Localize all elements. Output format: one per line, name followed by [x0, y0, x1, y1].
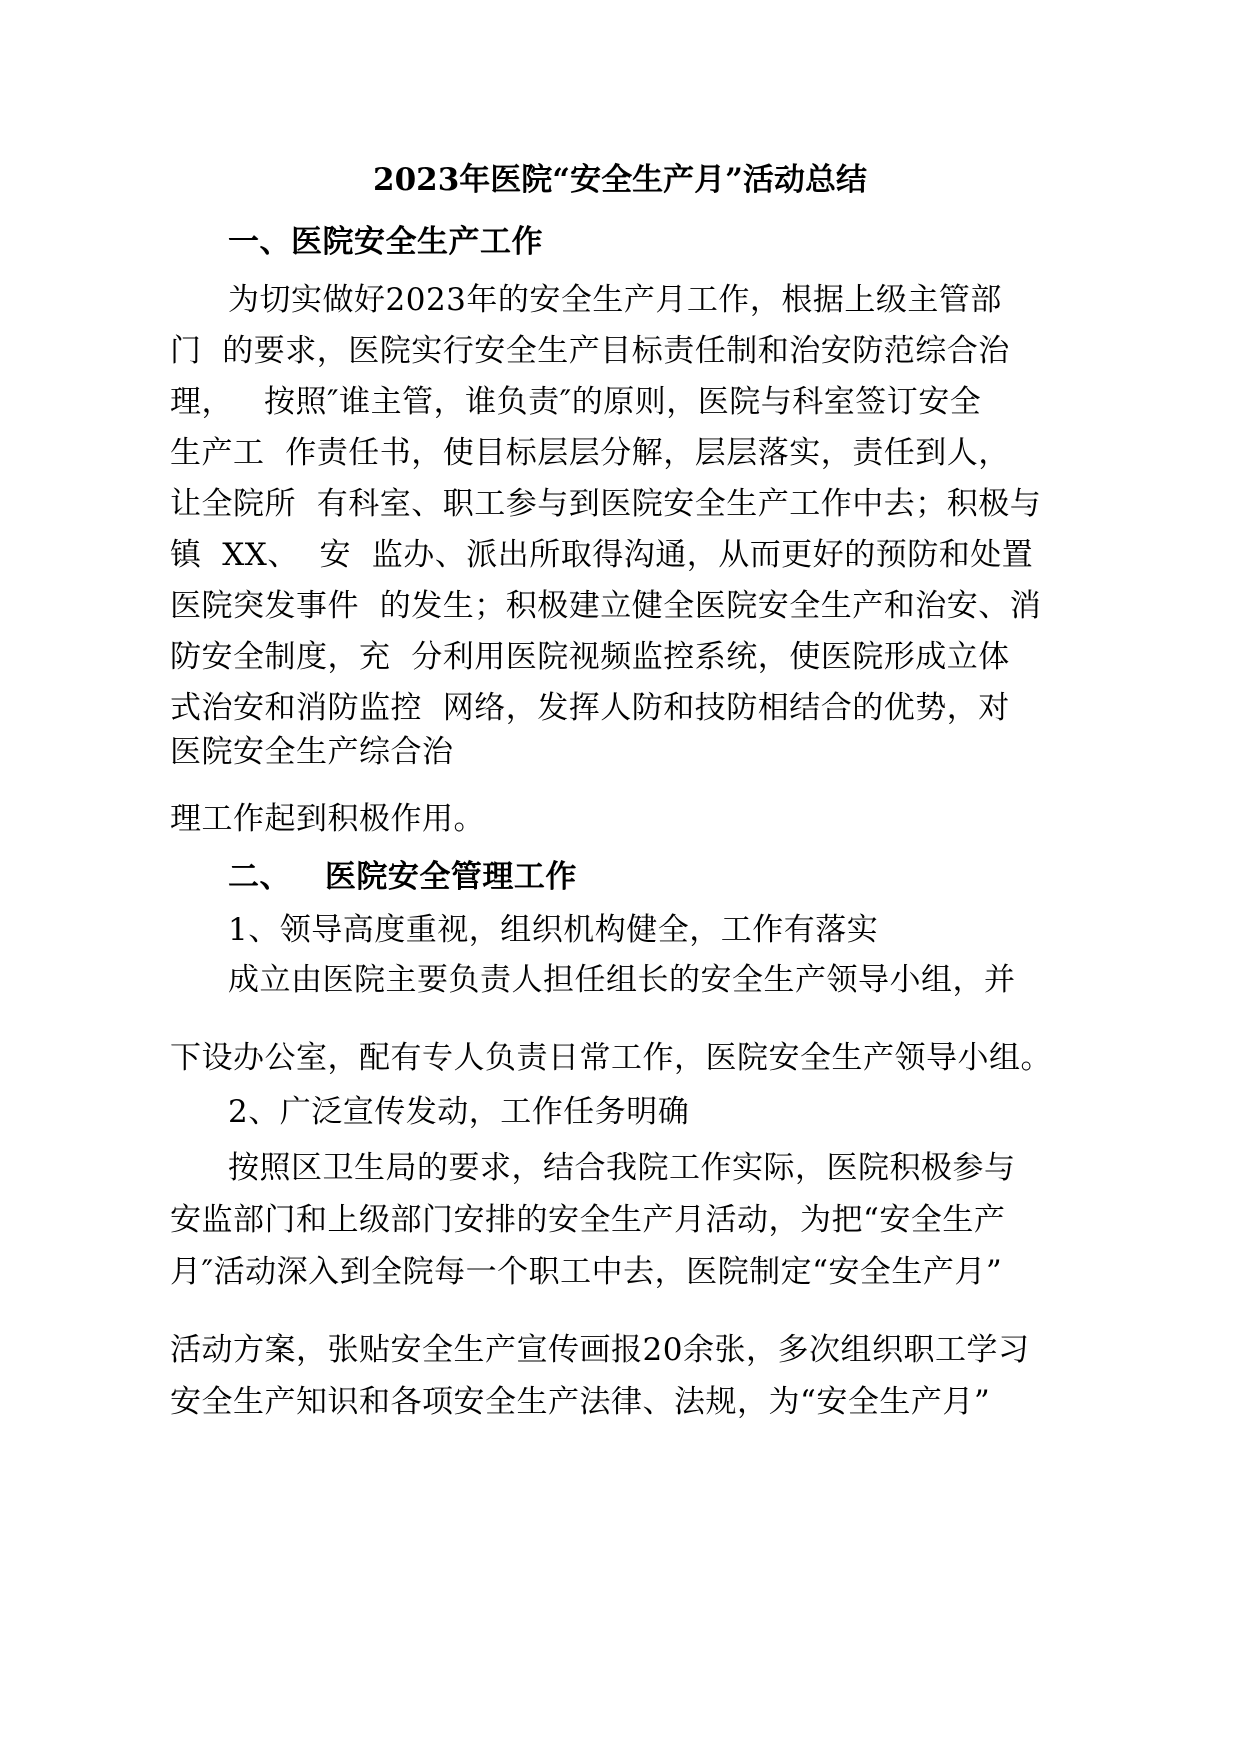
subsection-2-heading: 2、广泛宣传发动，工作任务明确 — [228, 1094, 690, 1130]
document-title: 2023年医院“安全生产月”活动总结 — [373, 162, 867, 198]
subsection-1-heading: 1、领导高度重视，组织机构健全，工作有落实 — [228, 912, 879, 948]
paragraph-line: 安监部门和上级部门安排的安全生产月活动，为把“安全生产 — [170, 1202, 1006, 1238]
paragraph-line: 门 的要求，医院实行安全生产目标责任制和治安防范综合治 — [170, 333, 1010, 369]
paragraph-line: 下设办公室，配有专人负责日常工作，医院安全生产领导小组。 — [170, 1040, 1052, 1076]
paragraph-line: 医院安全生产综合治 — [170, 734, 454, 770]
paragraph-line: 月″活动深入到全院每一个职工中去，医院制定“安全生产月” — [170, 1254, 1003, 1290]
paragraph-line: 理工作起到积极作用。 — [170, 801, 485, 837]
paragraph-line: 安全生产知识和各项安全生产法律、法规，为“安全生产月” — [170, 1384, 991, 1420]
section-2-heading: 二、 医院安全管理工作 — [228, 859, 577, 895]
paragraph-line: 生产工 作责任书，使目标层层分解，层层落实，责任到人， — [170, 435, 1010, 471]
paragraph-line: 活动方案，张贴安全生产宣传画报20余张，多次组织职工学习 — [170, 1332, 1030, 1368]
paragraph-line: 让全院所 有科室、职工参与到医院安全生产工作中去；积极与 — [170, 486, 1042, 522]
section-1-heading: 一、医院安全生产工作 — [228, 224, 543, 260]
paragraph-line: 式治安和消防监控 网络，发挥人防和技防相结合的优势，对 — [170, 690, 1010, 726]
paragraph-line: 防安全制度，充 分利用医院视频监控系统，使医院形成立体 — [170, 639, 1010, 675]
paragraph-line: 成立由医院主要负责人担任组长的安全生产领导小组，并 — [228, 962, 1016, 998]
paragraph-line: 理， 按照″谁主管，谁负责″的原则，医院与科室签订安全 — [170, 384, 982, 420]
paragraph-line: 镇 XX、 安 监办、派出所取得沟通，从而更好的预防和处置 — [170, 537, 1034, 573]
paragraph-line: 医院突发事件 的发生；积极建立健全医院安全生产和治安、消 — [170, 588, 1042, 624]
paragraph-line: 按照区卫生局的要求，结合我院工作实际，医院积极参与 — [228, 1150, 1016, 1186]
paragraph-line: 为切实做好2023年的安全生产月工作，根据上级主管部 — [228, 282, 1002, 318]
